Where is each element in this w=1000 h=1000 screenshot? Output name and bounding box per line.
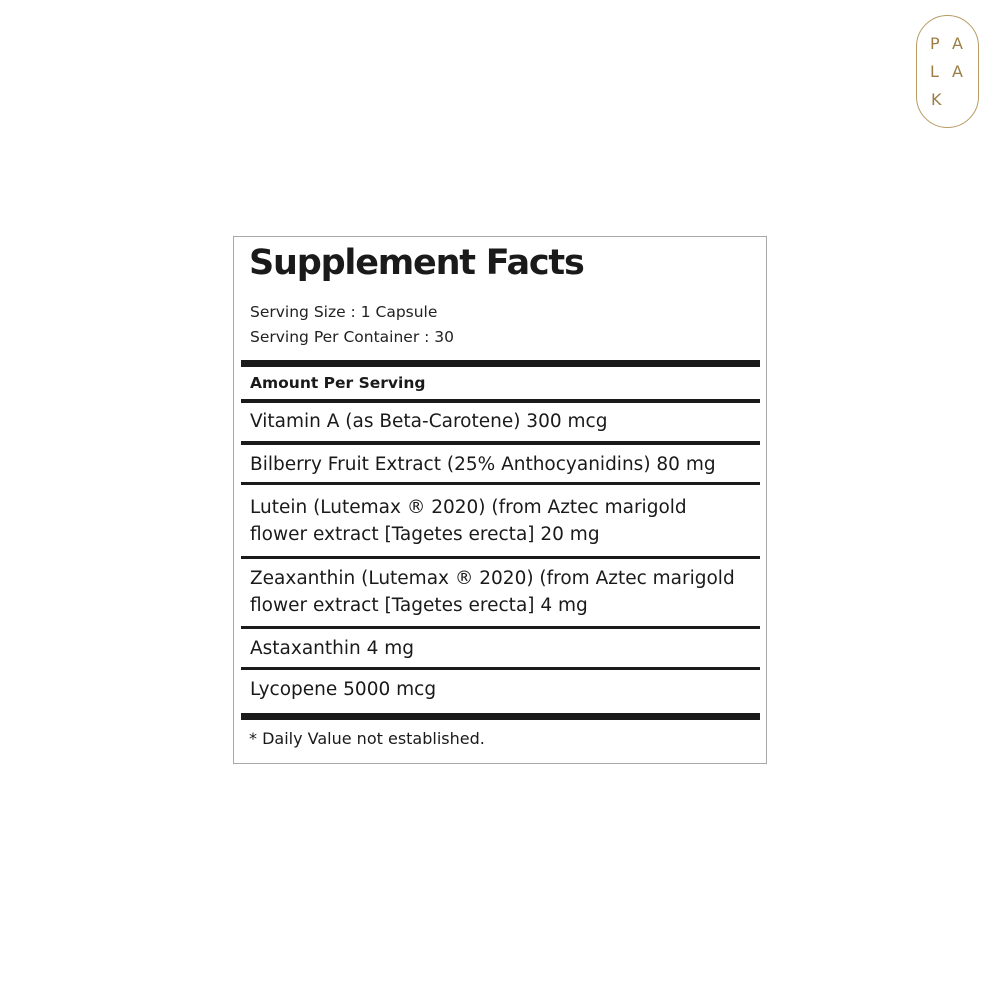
supplement-facts-panel [233, 236, 767, 764]
ingredient-row: Lutein (Lutemax ® 2020) (from Aztec marigold [250, 497, 687, 518]
ingredient-row-continued: flower extract [Tagetes erecta] 20 mg [250, 524, 600, 545]
logo-letter: A [952, 34, 963, 53]
logo-letter: L [930, 62, 939, 81]
logo-letter: P [930, 34, 940, 53]
logo-letter: A [952, 62, 963, 81]
serving-size: Serving Size : 1 Capsule [250, 303, 438, 321]
divider [241, 667, 760, 670]
divider [241, 399, 760, 403]
panel-title: Supplement Facts [249, 243, 584, 283]
ingredient-row-continued: flower extract [Tagetes erecta] 4 mg [250, 595, 588, 616]
divider [241, 441, 760, 445]
ingredient-row: Bilberry Fruit Extract (25% Anthocyanidins) 80 mg [250, 454, 716, 475]
amount-per-serving-header: Amount Per Serving [250, 374, 426, 392]
divider-thick [241, 713, 760, 720]
ingredient-row: Vitamin A (as Beta-Carotene) 300 mcg [250, 411, 608, 432]
serving-per-container: Serving Per Container : 30 [250, 328, 454, 346]
divider [241, 626, 760, 629]
logo-letter: K [931, 90, 942, 109]
palak-logo [916, 15, 979, 128]
divider [241, 556, 760, 559]
ingredient-row: Lycopene 5000 mcg [250, 679, 437, 700]
ingredient-row: Astaxanthin 4 mg [250, 638, 415, 659]
ingredient-row: Zeaxanthin (Lutemax ® 2020) (from Aztec marigold [250, 568, 735, 589]
footnote: * Daily Value not established. [249, 729, 485, 748]
divider-thick [241, 360, 760, 367]
divider [241, 482, 760, 485]
